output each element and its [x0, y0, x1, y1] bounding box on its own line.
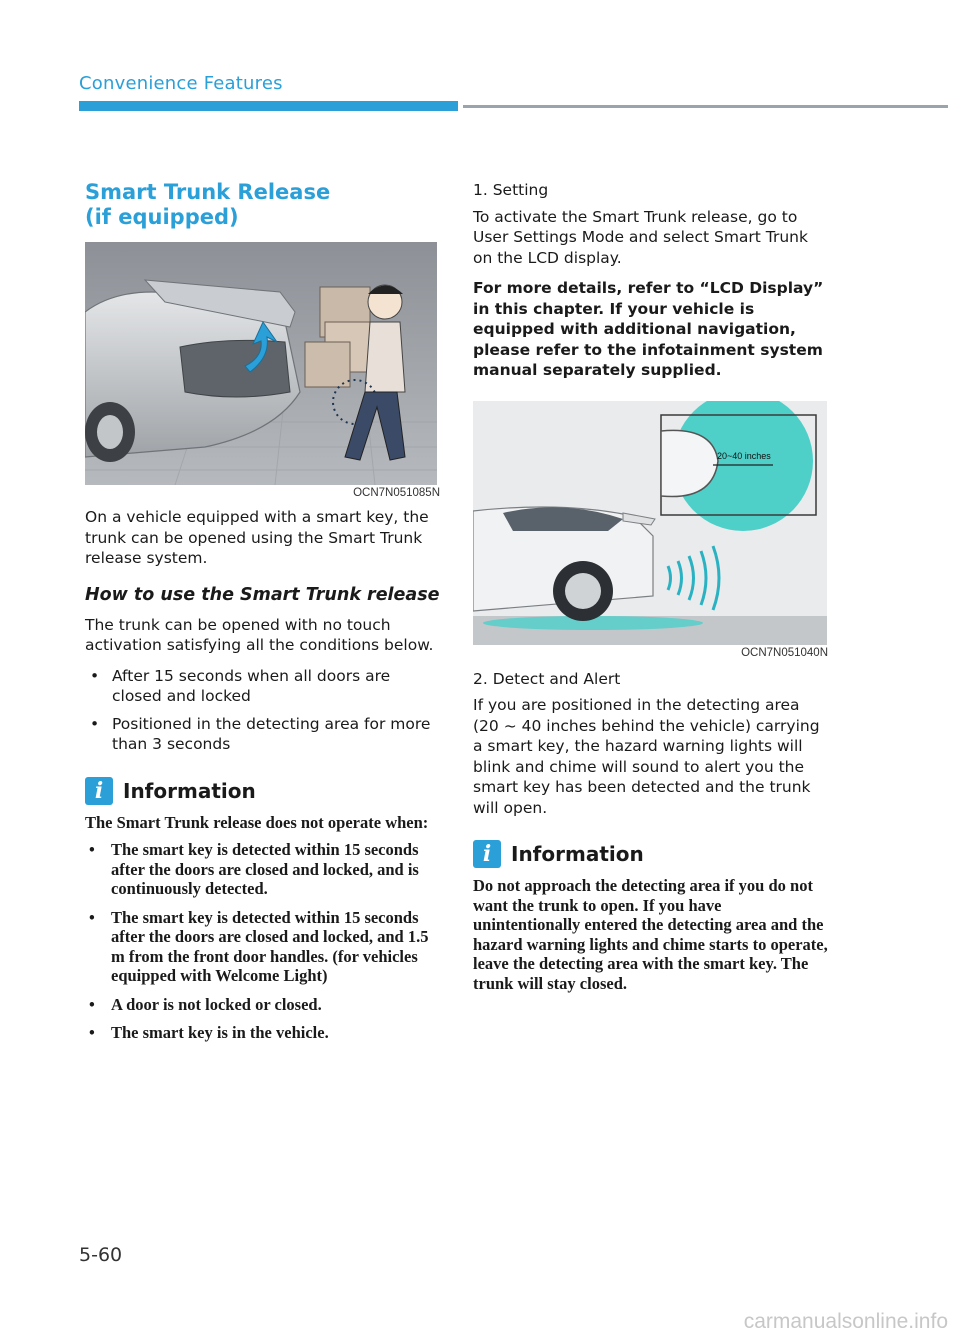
- chapter-title: Convenience Features: [79, 73, 283, 94]
- step1-paragraph: To activate the Smart Trunk release, go to User Settings Mode and select Smart Trunk on the LCD display.: [473, 207, 808, 267]
- left-column: [85, 180, 440, 1052]
- header-rule: [463, 105, 948, 108]
- trunk-illustration: [85, 242, 437, 485]
- detect-illustration-graphic: [473, 401, 827, 645]
- watermark: carmanualsonline.info: [743, 1310, 948, 1333]
- trunk-illustration-graphic: [85, 242, 437, 485]
- list-item: • Positioned in the detecting area for more than 3 seconds: [90, 714, 431, 753]
- intro-paragraph: On a vehicle equipped with a smart key, the trunk can be opened using the Smart Trunk release system.: [85, 508, 429, 567]
- step1-label: 1. Setting: [473, 181, 549, 199]
- section-title: Smart Trunk Release (if equipped): [85, 180, 331, 229]
- list-item: • The smart key is in the vehicle.: [89, 1023, 329, 1042]
- right-column: [473, 180, 828, 1001]
- step2-label: 2. Detect and Alert: [473, 669, 621, 688]
- info-title: Information: [123, 778, 256, 803]
- list-item: • A door is not locked or closed.: [89, 994, 322, 1014]
- step2-paragraph: If you are positioned in the detecting area (20 ~ 40 inches behind the vehicle) carrying a smart key, the hazard warning lights will blink and chime will sound to alert you the smart key has been detected and the trunk will open.: [473, 696, 820, 817]
- info-icon: i: [473, 840, 501, 868]
- info-list: [85, 840, 440, 1043]
- info-heading: [85, 777, 440, 805]
- info-intro: The Smart Trunk release does not operate when:: [85, 812, 429, 832]
- list-item: • The smart key is detected within 15 seconds after the doors are closed and locked, and is continuously detected.: [89, 840, 419, 898]
- page-number: 5-60: [79, 1244, 123, 1266]
- figure-caption: OCN7N051085N: [353, 487, 440, 499]
- conditions-list: [85, 666, 440, 755]
- how-to-paragraph: The trunk can be opened with no touch activation satisfying all the conditions below.: [85, 615, 434, 654]
- info-title: Information: [511, 842, 644, 866]
- info-icon: i: [85, 777, 113, 805]
- how-to-heading: How to use the Smart Trunk release: [85, 584, 440, 605]
- list-item: • After 15 seconds when all doors are closed and locked: [90, 666, 391, 705]
- detect-illustration: [473, 401, 827, 645]
- header-accent-bar: [79, 101, 458, 111]
- step1-note: For more details, refer to “LCD Display” in this chapter. If your vehicle is equipped with additional navigation, please refer to the infotainment system manual separately supplied.: [473, 279, 824, 379]
- info-paragraph: Do not approach the detecting area if you do not want the trunk to open. If you have unintentionally entered the detecting area and the hazard warning lights and chime starts to operate, leave the detecting area with the smart key. The trunk will stay closed.: [473, 876, 828, 993]
- figure-caption: OCN7N051040N: [741, 646, 828, 659]
- info-heading: [473, 840, 828, 868]
- distance-label: 20~40 inches: [717, 450, 771, 461]
- list-item: • The smart key is detected within 15 seconds after the doors are closed and locked, and 1.5 m from the front door handles. (for vehicles equipped with Welcome Light): [89, 907, 429, 985]
